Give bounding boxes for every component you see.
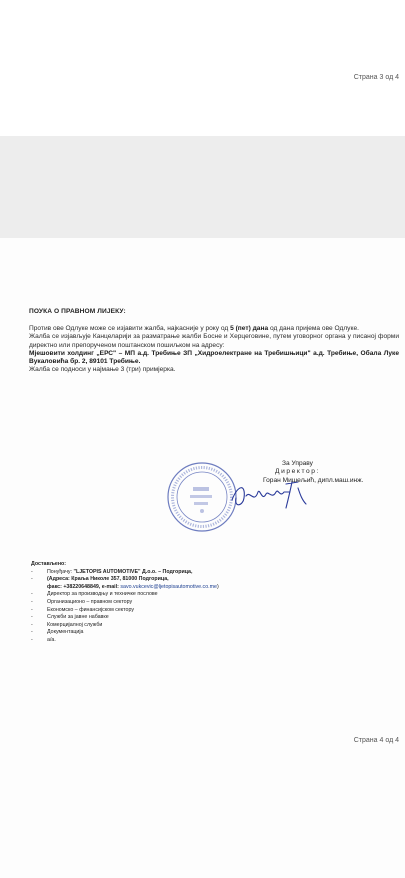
appeal-address: Мјешовити холдинг „ЕРС" – МП а.д. Требиње ЗП „Хидроелектране на Требишњици" а.д. Требиње, Обала Луке Вукаловића бр. 2, 89101 Требиње. [29,349,399,366]
legal-remedy-heading: ПОУКА О ПРАВНОМ ЛИЈЕКУ: [29,308,126,315]
appeal-copies-paragraph: Жалба се подноси у најмање 3 (три) примјерка. [29,366,176,374]
list-item: - Директор за производњу и техничке послове [31,591,158,598]
page-number-bottom: Страна 4 од 4 [353,737,399,744]
appeal-deadline: 5 (пет) дана [230,325,269,332]
document-page-3 [0,0,405,136]
supplier-contact: факс: +38220648849, e-mail: savo.vukcevic@ljetopisautomotive.co.me) [47,583,219,590]
director-name: Горан Мишељић, дипл.маш.инж. [263,476,364,484]
appeal-office-paragraph: Жалба се изјављује Канцеларији за разматрање жалби Босне и Херцеговине, путем уговорног органа у писаној форми директно или препорученом поштанском пошиљком на адресу: [29,333,399,349]
director-title: Директор: [275,468,320,476]
list-item: - Економско – финансијском сектору [31,606,135,613]
list-item: - Комерцијалној служби [31,621,103,628]
list-item: - Служби за јавне набавке [31,614,109,621]
page-gap [0,136,405,238]
on-behalf-label: За Управу [282,460,313,467]
delivery-list [31,561,219,645]
supplier-email-link[interactable]: savo.vukcevic@ljetopisautomotive.co.me [120,583,217,590]
list-item: - Понуђачу: "LJETOPIS AUTOMOTIVE" Д.о.о. – Подгорица, [31,568,193,575]
list-item: - (Адреса: Краља Николе 357, 81000 Подгорица, [31,576,169,583]
list-item: - Организационо – правном сектору [31,598,133,605]
para1-prefix: Против ове Одлуке може се изјавити жалба, најкасније у року од [29,325,229,332]
list-item: - а/а. [31,636,56,643]
page-number-top: Страна 3 од 4 [353,74,399,81]
para1-suffix: од дана пријема ове Одлуке. [269,325,359,332]
legal-remedy-text [29,325,399,375]
signature-block [263,460,403,485]
delivery-title: Достављено: [31,561,67,567]
list-item: - Документација [31,629,84,636]
